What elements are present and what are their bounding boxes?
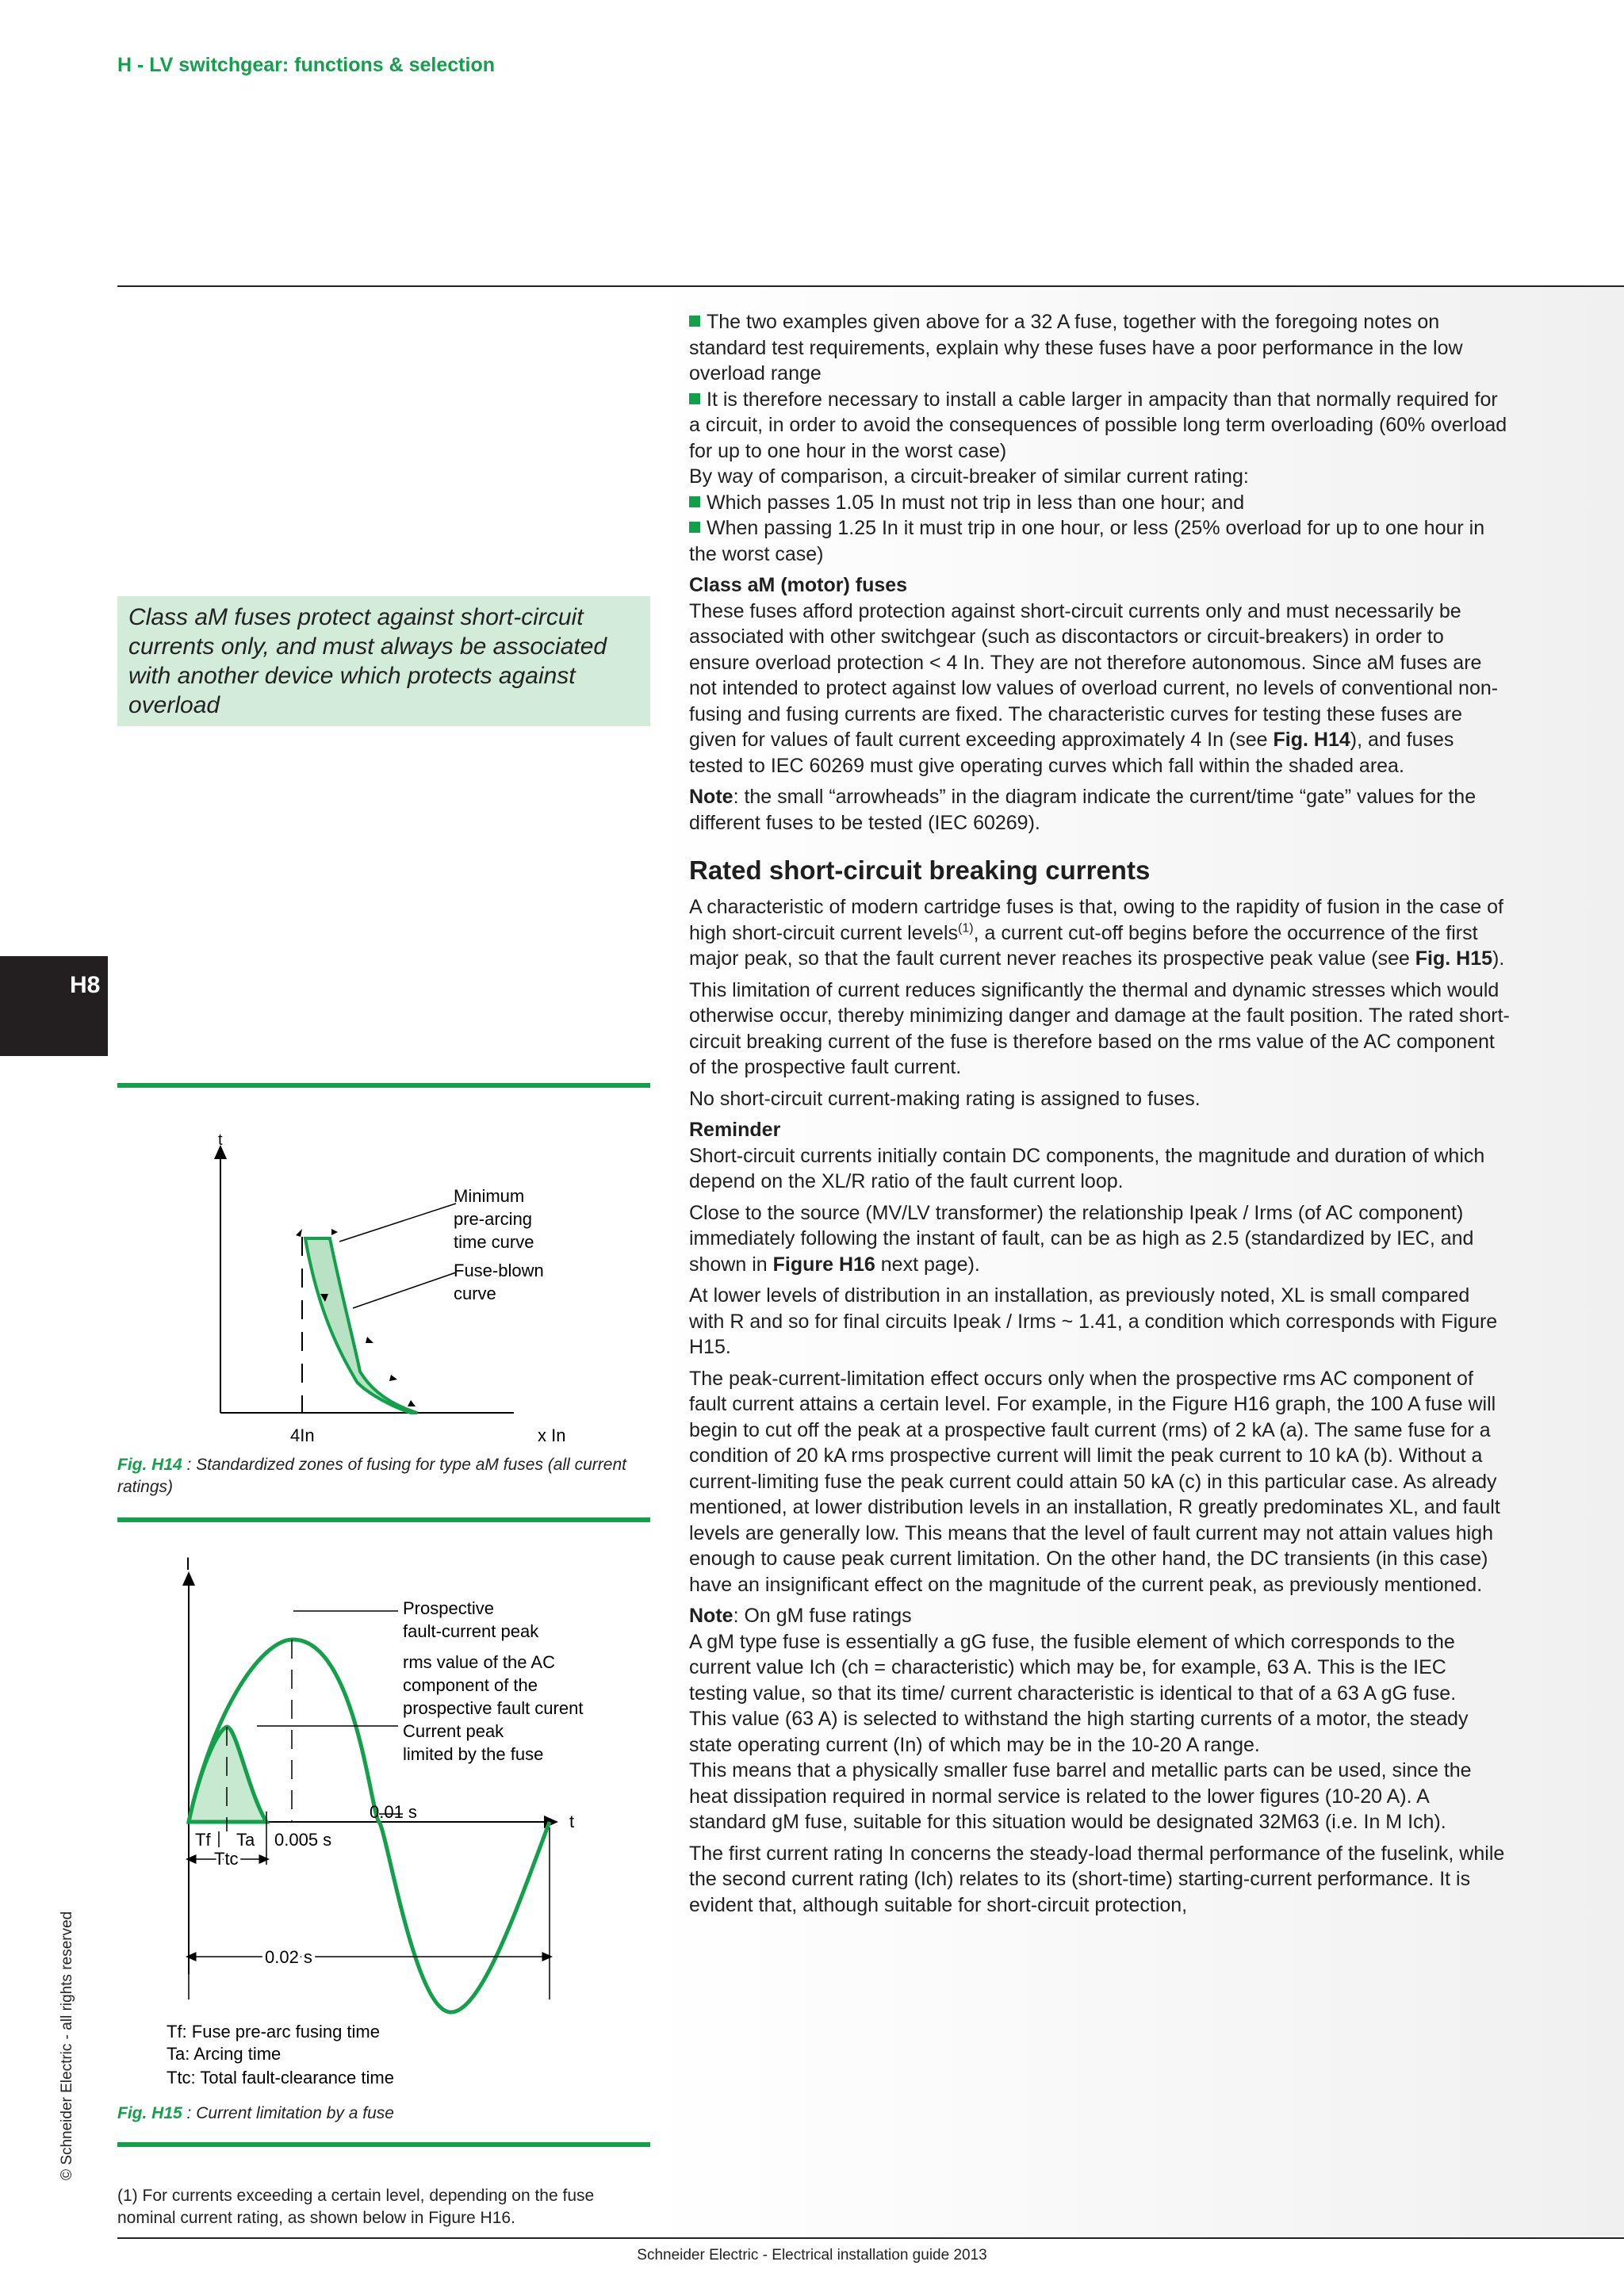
page-tab	[0, 956, 108, 1056]
paragraph-text: Which passes 1.05 In must not trip in less than one hour; and	[707, 491, 1245, 514]
fig-h15-caption-number: Fig. H15	[117, 2104, 182, 2122]
paragraph: Short-circuit currents initially contain DC components, the magnitude and duration of which depend on the XL/R ratio of the fault current loop.	[689, 1144, 1485, 1192]
fig-h15-label-tf: Tf	[195, 1830, 211, 1850]
page-footer: Schneider Electric - Electrical installation guide 2013	[637, 2247, 987, 2263]
fig-h15-label-001s: 0.01 s	[370, 1802, 417, 1822]
figure-reference: Figure H16	[772, 1253, 875, 1276]
bullet-icon	[689, 393, 700, 404]
bullet-icon	[689, 522, 700, 533]
fig-h15-legend-ta: Ta: Arcing time	[167, 2044, 282, 2064]
fig-h15-label-ttc: Ttc	[214, 1849, 239, 1869]
fig-h15-caption	[117, 2103, 650, 2125]
paragraph-text: It is therefore necessary to install a cable larger in ampacity than that normally required for a circuit, in order to avoid the consequences of possible long term overloading (60% overload for up to one hour in the worst case)	[689, 388, 1507, 462]
figure-reference: Fig. H15	[1415, 947, 1493, 970]
note-label: Note	[689, 786, 733, 808]
heading-rated-breaking: Rated short-circuit breaking currents	[689, 855, 1151, 885]
paragraph-text: The two examples given above for a 32 A fuse, together with the foregoing notes on standard test requirements, explain why these fuses have a poor performance in the low overload range	[689, 311, 1463, 385]
figure-reference: Fig. H14	[1273, 729, 1350, 751]
paragraph	[689, 1200, 1510, 1278]
fig-h15-label-peak-1: Current peak	[403, 1721, 504, 1741]
paragraph: No short-circuit current-making rating is assigned to fuses.	[689, 1087, 1201, 1110]
fig-h14-caption	[117, 1454, 650, 1498]
fig-h14-diagram	[117, 1110, 650, 1451]
fig-h15-diagram	[117, 1554, 650, 2093]
fig-h14-label-min-2: pre-arcing	[454, 1209, 533, 1229]
footer-divider	[117, 2237, 1624, 2239]
paragraph-text: : the small “arrowheads” in the diagram indicate the current/time “gate” values for the different fuses to be tested (IEC 60269).	[689, 786, 1477, 834]
heading-reminder: Reminder	[689, 1119, 781, 1141]
paragraph: The first current rating In concerns the steady-load thermal performance of the fuselink, while the second current rating (Ich) relates to its (short-time) starting-current performance. It is evident that, although suitable for short-circuit protection,	[689, 1842, 1505, 1916]
fig-h15-caption-text: : Current limitation by a fuse	[182, 2104, 394, 2122]
paragraph-text: Close to the source (MV/LV transformer) the relationship Ipeak / Irms (of AC component) immediately following the instant of fault, can be as high as 2.5 (standardized by IEC, and shown in	[689, 1201, 1474, 1276]
paragraph	[689, 599, 1510, 779]
fig-h14-caption-text: : Standardized zones of fusing for type aM fuses (all current ratings)	[117, 1456, 626, 1496]
paragraph	[689, 1603, 1510, 1629]
paragraph	[689, 894, 1510, 972]
paragraph: A gM type fuse is essentially a gG fuse, the fusible element of which corresponds to the current value Ich (ch = characteristic) which may be, for example, 63 A. This is the IEC testing value, so that its time/ current characteristic is identical to that of a 63 A gG fuse.	[689, 1630, 1457, 1705]
copyright-notice: © Schneider Electric - all rights reserved	[59, 1911, 75, 2180]
fig-h14-leader-blown	[353, 1272, 456, 1308]
paragraph-text: : On gM fuse ratings	[733, 1605, 912, 1627]
paragraph	[689, 490, 1510, 516]
fig-h15-label-rms-2: component of the	[403, 1675, 538, 1695]
paragraph-text: ).	[1492, 947, 1505, 970]
fig-h14-label-min-1: Minimum	[454, 1186, 525, 1206]
bullet-icon	[689, 316, 700, 327]
heading-class-am: Class aM (motor) fuses	[689, 574, 908, 596]
paragraph	[689, 515, 1510, 567]
paragraph	[689, 784, 1510, 836]
paragraph: This value (63 A) is selected to withstand the high starting currents of a motor, the steady state operating current (In) of which may be in the 10-20 A range.	[689, 1708, 1469, 1756]
fig-h15-i-label: I	[186, 1554, 191, 1574]
fig-h15-label-ta: Ta	[236, 1830, 255, 1850]
paragraph-text: When passing 1.25 In it must trip in one hour, or less (25% overload for up to one hour in the worst case)	[689, 517, 1485, 565]
fig-h14-label-blown-2: curve	[454, 1284, 496, 1303]
fig-h15-label-prospective-1: Prospective	[403, 1598, 494, 1618]
paragraph: The peak-current-limitation effect occurs only when the prospective rms AC component of fault current attains a certain level. For example, in the Figure H16 graph, the 100 A fuse will begin to cut off the peak at a prospective fault current (rms) of 2 kA (a). The same fuse for a condition of 20 kA rms prospective current will limit the peak current to 10 kA (b). Without a current-limiting fuse the peak current could attain 50 kA (c) in this particular case. As already mentioned, at lower distribution levels in an installation, R greatly predominates XL, and fault levels are generally low. This means that the level of fault current may not attain values high enough to cause peak current limitation. On the other hand, the DC transients (in this case) have an insignificant effect on the magnitude of the current peak, as previously mentioned.	[689, 1367, 1500, 1596]
paragraph: This means that a physically smaller fuse barrel and metallic parts can be used, since the heat dissipation required in normal service is related to the lower figures (10-20 A). A standard gM fuse, suitable for this situation would be designated 32M63 (i.e. In M Ich).	[689, 1759, 1472, 1833]
footnote-marker: (1)	[958, 921, 974, 936]
margin-callout: Class aM fuses protect against short-circuit currents only, and must always be associated with another device which protects against overload	[117, 596, 650, 726]
footnote: (1) For currents exceeding a certain level, depending on the fuse nominal current rating, as shown below in Figure H16.	[117, 2187, 595, 2227]
paragraph: By way of comparison, a circuit-breaker of similar current rating:	[689, 465, 1249, 488]
fig-h15-limited-current	[189, 1727, 266, 1822]
section-title: H - LV switchgear: functions & selection	[117, 54, 495, 76]
fig-h15-bottom-rule	[117, 2142, 650, 2147]
fig-h14-xin-label: x In	[538, 1425, 566, 1445]
fig-h15-label-0005s: 0.005 s	[274, 1830, 332, 1850]
fig-h15-t-label: t	[569, 1812, 575, 1831]
fig-h15-label-rms-3: prospective fault curent	[403, 1698, 584, 1718]
paragraph-text: ), and fuses tested to IEC 60269 must give operating curves which fall within the shaded area.	[689, 729, 1454, 777]
paragraph: At lower levels of distribution in an installation, as previously noted, XL is small compared with R and so for final circuits Ipeak / Irms ~ 1.41, a condition which corresponds with Figure H15.	[689, 1284, 1498, 1358]
fig-h14-4in-label: 4In	[290, 1425, 315, 1445]
paragraph	[689, 387, 1510, 465]
paragraph-text: , a current cut-off begins before the occurrence of the first major peak, so that the fault current never reaches its prospective peak value (see	[689, 921, 1478, 970]
fig-h15-label-peak-2: limited by the fuse	[403, 1744, 544, 1764]
fig-h15-legend-tf: Tf: Fuse pre-arc fusing time	[167, 2022, 380, 2042]
fig-h14-label-min-3: time curve	[454, 1232, 534, 1252]
fig-h15-top-rule	[117, 1517, 650, 1522]
page-tab-label: H8	[70, 972, 101, 998]
fig-h15-legend-ttc: Ttc: Total fault-clearance time	[167, 2068, 394, 2087]
paragraph-text: A characteristic of modern cartridge fuses is that, owing to the rapidity of fusion in the case of high short-circuit current levels	[689, 896, 1503, 944]
paragraph: This limitation of current reduces significantly the thermal and dynamic stresses which would otherwise occur, thereby minimizing danger and damage at the fault position. The rated short-circuit breaking current of the fuse is therefore based on the rms value of the AC component of the prospective fault current.	[689, 978, 1510, 1078]
fig-h15-label-rms-1: rms value of the AC	[403, 1652, 555, 1672]
fig-h15-label-002s: 0.02 s	[265, 1947, 312, 1967]
fig-h14-label-blown-1: Fuse-blown	[454, 1261, 544, 1280]
paragraph-text: next page).	[875, 1253, 980, 1276]
bullet-icon	[689, 496, 700, 507]
paragraph-text: These fuses afford protection against short-circuit currents only and must necessarily be associated with other switchgear (such as discontactors or circuit-breakers) in order to ensure overload protection < 4 In. They are not therefore autonomous. Since aM fuses are not intended to protect against low values of overload current, no levels of conventional non-fusing and fusing currents are fixed. The characteristic curves for testing these fuses are given for values of fault current exceeding approximately 4 In (see	[689, 599, 1499, 751]
fig-h14-t-label: t	[218, 1131, 223, 1149]
main-text-column	[689, 309, 1510, 1923]
fig-h14-leader-min	[339, 1203, 456, 1242]
paragraph	[689, 309, 1510, 387]
fig-h14-top-rule	[117, 1083, 650, 1088]
note-label: Note	[689, 1605, 733, 1627]
fig-h15-label-prospective-2: fault-current peak	[403, 1621, 539, 1641]
fig-h14-shaded-zone	[305, 1238, 417, 1413]
fig-h14-caption-number: Fig. H14	[117, 1456, 182, 1474]
